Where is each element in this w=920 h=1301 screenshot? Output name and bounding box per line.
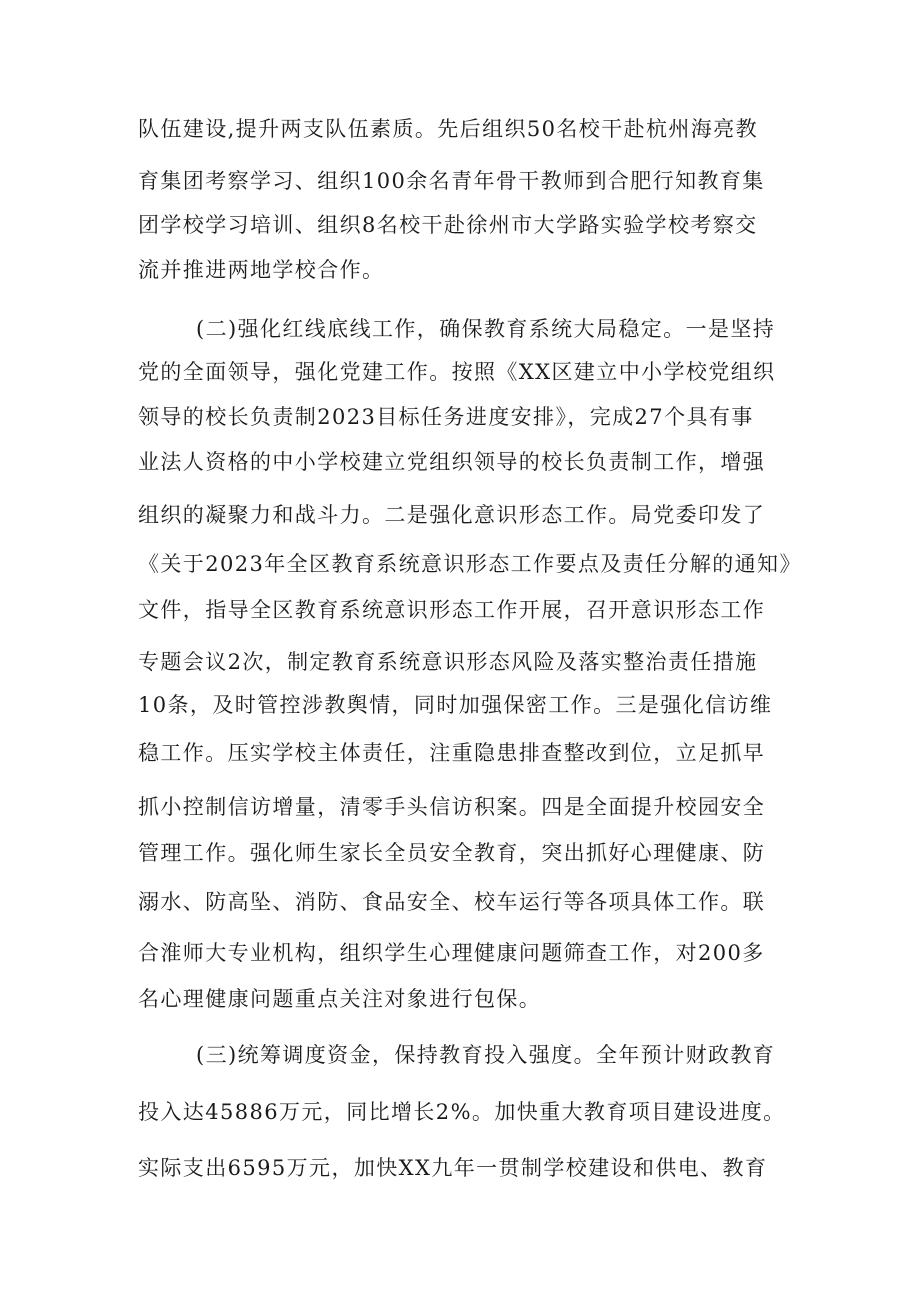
paragraph-2-line-4: 业法人资格的中小学校建立党组织领导的校长负责制工作，增强 — [138, 450, 766, 474]
paragraph-3-line-1: (三)统筹调度资金，保持教育投入强度。全年预计财政教育 — [196, 1043, 776, 1067]
paragraph-2-line-5: 组织的凝聚力和战斗力。二是强化意识形态工作。局党委印发了 — [138, 503, 766, 527]
paragraph-1-line-2: 育集团考察学习、组织100余名青年骨干教师到合肥行知教育集 — [138, 169, 765, 193]
paragraph-2-line-11: 抓小控制信访增量，清零手头信访积案。四是全面提升校园安全 — [138, 795, 766, 819]
paragraph-2-line-3: 领导的校长负责制2023目标任务进度安排》，完成27个具有事 — [138, 405, 754, 429]
paragraph-2-line-8: 专题会议2次，制定教育系统意识形态风险及落实整治责任措施 — [138, 650, 758, 674]
paragraph-3-line-2: 投入达45886万元，同比增长2%。加快重大教育项目建设进度。 — [138, 1100, 786, 1124]
paragraph-2-line-9: 10条，及时管控涉教舆情，同时加强保密工作。三是强化信访维 — [138, 693, 773, 717]
paragraph-2-line-1: (二)强化红线底线工作，确保教育系统大局稳定。一是坚持 — [196, 317, 776, 341]
paragraph-2-line-6: 《关于2023年全区教育系统意识形态工作要点及责任分解的通知》 — [138, 552, 802, 576]
paragraph-2-line-13: 溺水、防高坠、消防、食品安全、校车运行等各项具体工作。联 — [138, 890, 766, 914]
paragraph-1-line-1: 队伍建设,提升两支队伍素质。先后组织50名校干赴杭州海亮教 — [138, 117, 758, 141]
paragraph-2-line-15: 名心理健康问题重点关注对象进行包保。 — [138, 987, 542, 1011]
paragraph-1-line-3: 团学校学习培训、组织8名校干赴徐州市大学路实验学校考察交 — [138, 213, 758, 237]
paragraph-1-line-4: 流并推进两地学校合作。 — [138, 258, 385, 282]
paragraph-3-line-3: 实际支出6595万元，加快XX九年一贯制学校建设和供电、教育 — [138, 1156, 768, 1180]
paragraph-2-line-2: 党的全面领导，强化党建工作。按照《XX区建立中小学校党组织 — [138, 360, 776, 384]
paragraph-2-line-10: 稳工作。压实学校主体责任，注重隐患排查整改到位，立足抓早 — [138, 741, 766, 765]
paragraph-2-line-7: 文件，指导全区教育系统意识形态工作开展，召开意识形态工作 — [138, 598, 766, 622]
paragraph-2-line-12: 管理工作。强化师生家长全员安全教育，突出抓好心理健康、防 — [138, 841, 766, 865]
paragraph-2-line-14: 合淮师大专业机构，组织学生心理健康问题筛查工作，对200多 — [138, 941, 765, 965]
